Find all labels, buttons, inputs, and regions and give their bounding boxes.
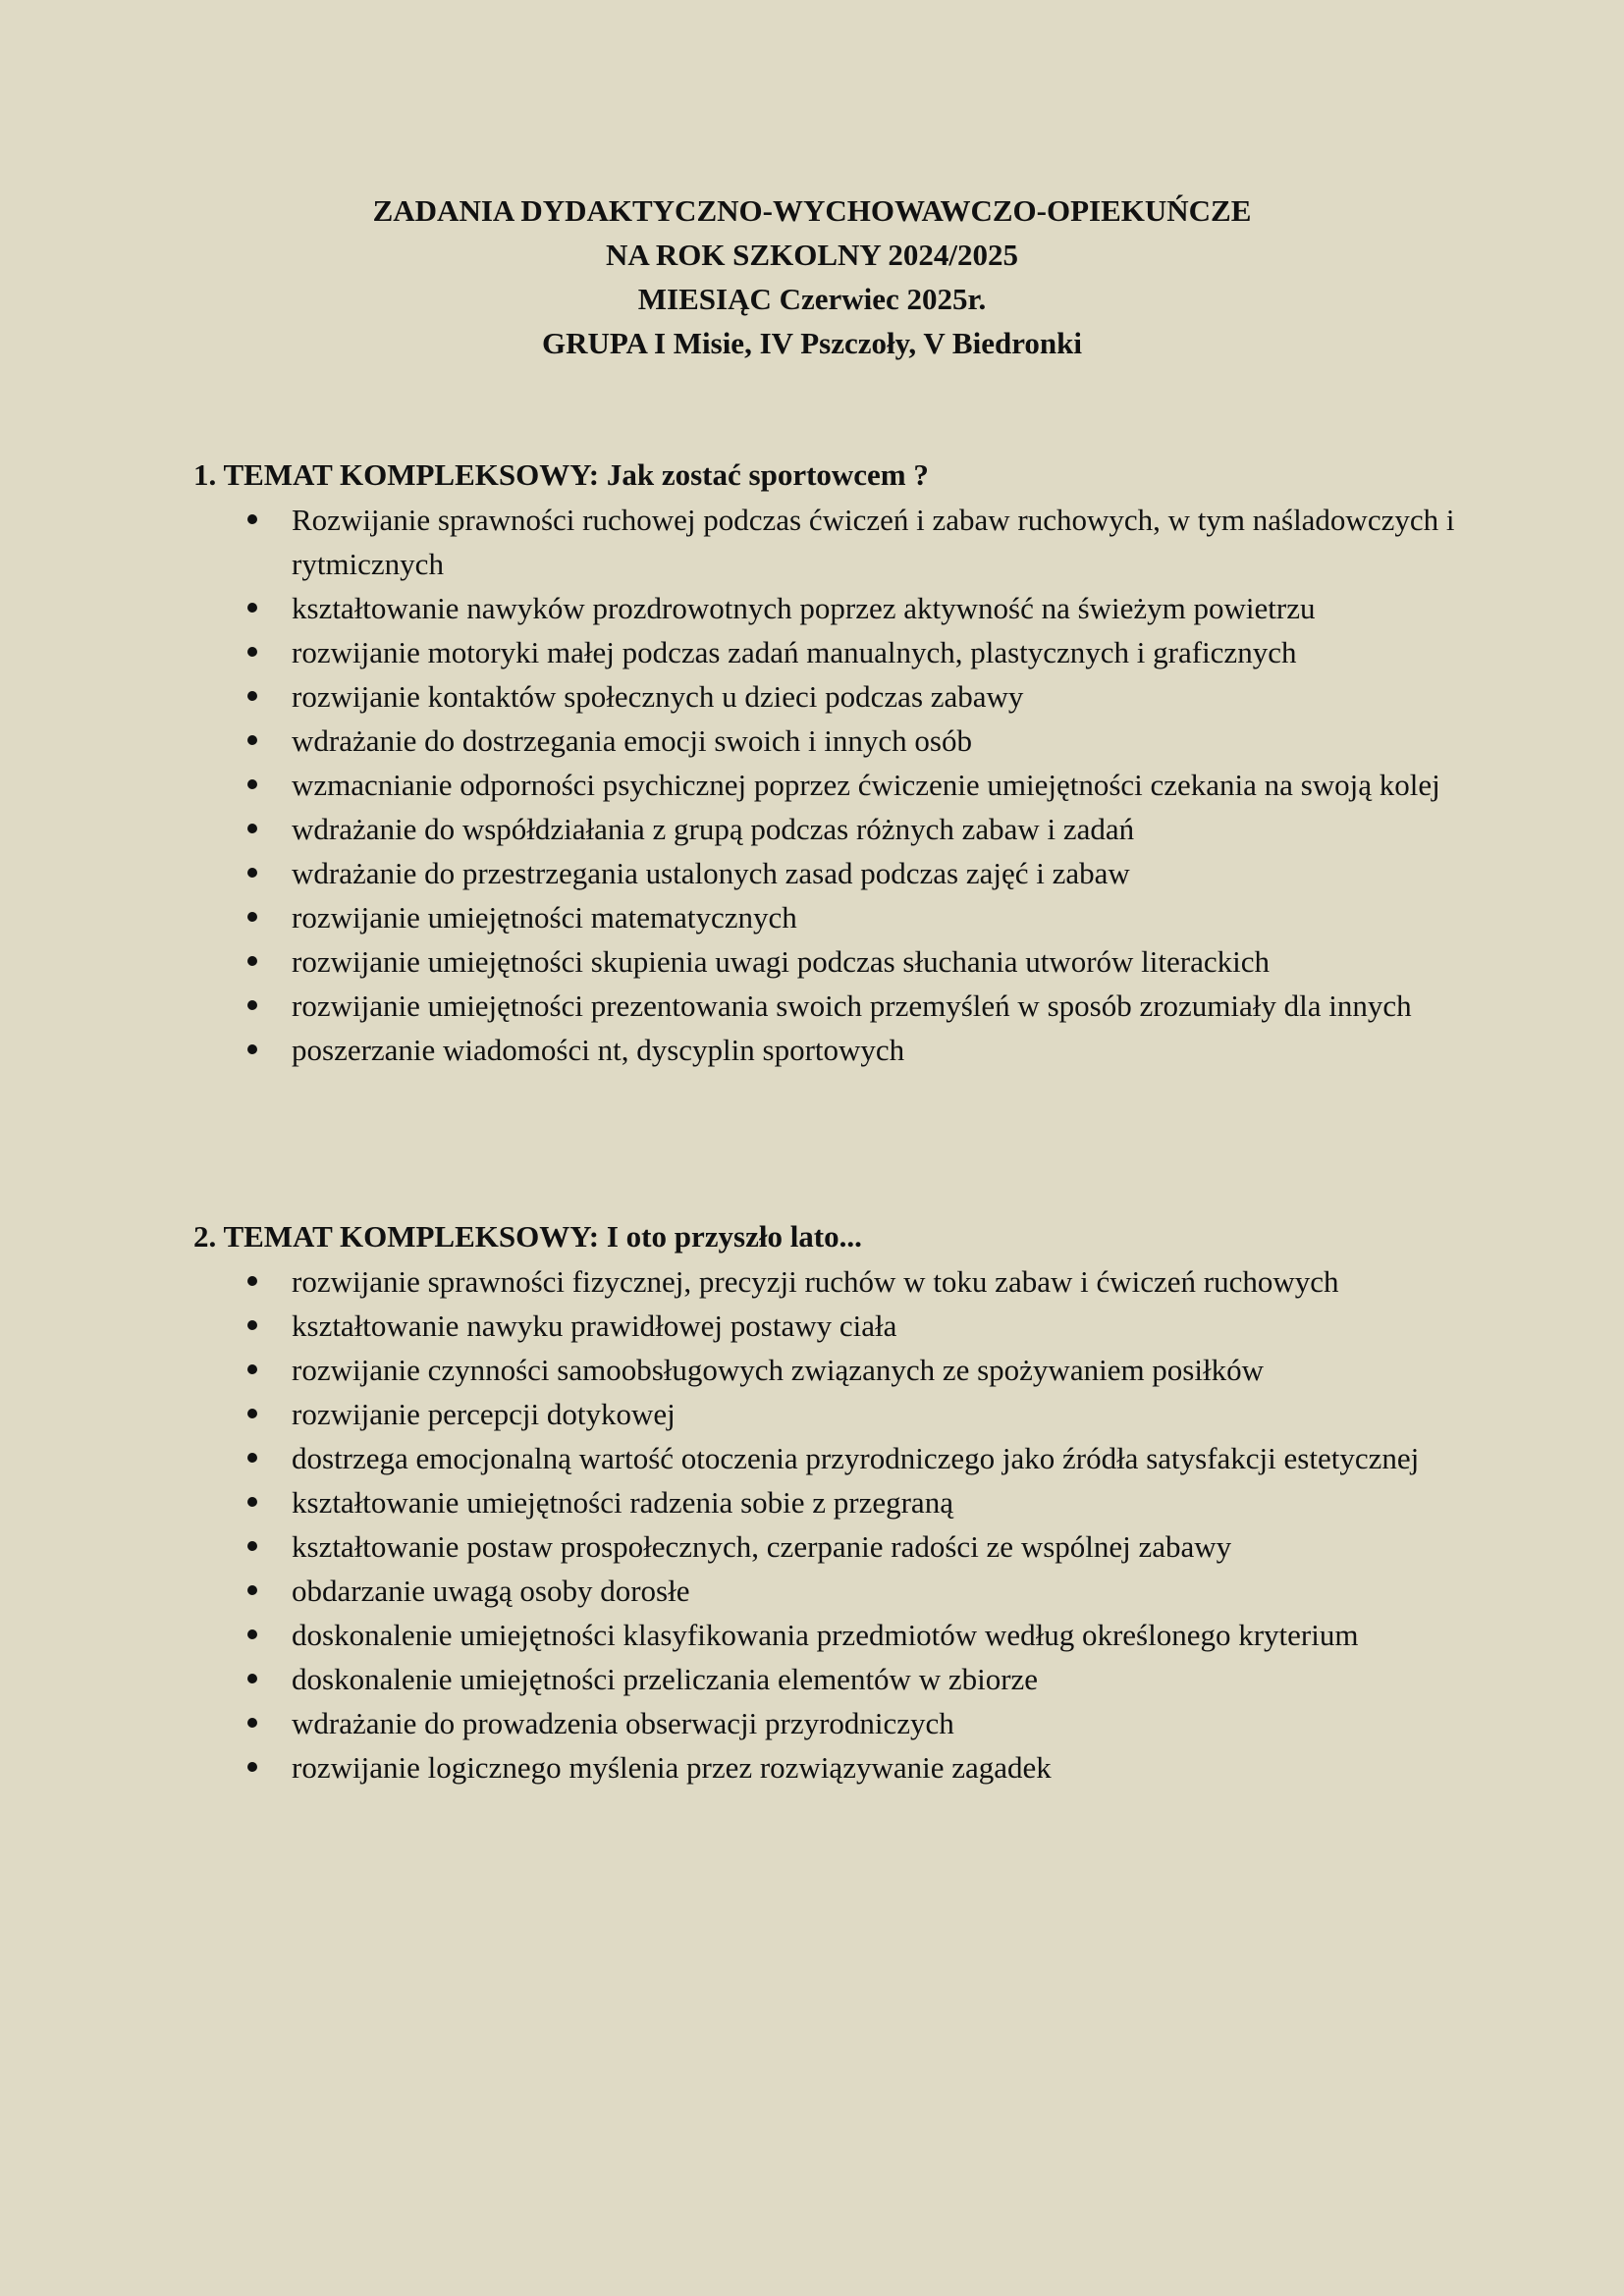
list-item	[193, 1613, 1470, 1657]
list-item-text: obdarzanie uwagą osoby dorosłe	[292, 1574, 690, 1608]
list-item-text: rozwijanie umiejętności matematycznych	[292, 900, 797, 934]
list-item	[193, 895, 1470, 939]
list-item-text: rozwijanie czynności samoobsługowych związanych ze spożywaniem posiłków	[292, 1353, 1264, 1387]
list-item	[193, 1701, 1470, 1745]
list-item-text: doskonalenie umiejętności przeliczania elementów w zbiorze	[292, 1662, 1039, 1696]
bullet-icon	[247, 1276, 257, 1286]
list-item	[193, 1304, 1470, 1348]
bullet-icon	[247, 691, 257, 701]
bullet-icon	[247, 1453, 257, 1463]
bullet-icon	[247, 1541, 257, 1551]
bullet-icon	[247, 1409, 257, 1418]
list-item-text: kształtowanie nawyków prozdrowotnych poprzez aktywność na świeżym powietrzu	[292, 591, 1316, 625]
header-title: ZADANIA DYDAKTYCZNO-WYCHOWAWCZO-OPIEKUŃCZE	[372, 193, 1252, 228]
list-item	[193, 1480, 1470, 1524]
list-item	[193, 1436, 1470, 1480]
list-item	[193, 1259, 1470, 1304]
bullet-icon	[247, 868, 257, 878]
header-groups: GRUPA I Misie, IV Pszczoły, V Biedronki	[542, 326, 1082, 360]
section-1	[193, 453, 1470, 1072]
list-item	[193, 1392, 1470, 1436]
list-item-text: doskonalenie umiejętności klasyfikowania przedmiotów według określonego kryterium	[292, 1618, 1359, 1652]
bullet-icon	[247, 1718, 257, 1728]
list-item-text: rozwijanie percepcji dotykowej	[292, 1397, 676, 1431]
bullet-icon	[247, 912, 257, 922]
list-item-text: dostrzega emocjonalną wartość otoczenia przyrodniczego jako źródła satysfakcji estetycznej	[292, 1441, 1420, 1475]
section-title: 1. TEMAT KOMPLEKSOWY: Jak zostać sportowcem ?	[193, 457, 929, 492]
list-item	[193, 1745, 1470, 1789]
bullet-icon	[247, 647, 257, 657]
list-item-text: rozwijanie motoryki małej podczas zadań manualnych, plastycznych i graficznych	[292, 635, 1297, 669]
list-item	[193, 1569, 1470, 1613]
list-item	[193, 851, 1470, 895]
list-item-text: wdrażanie do współdziałania z grupą podczas różnych zabaw i zadań	[292, 812, 1135, 846]
bullet-icon	[247, 824, 257, 833]
list-item	[193, 1028, 1470, 1072]
list-item-text: Rozwijanie sprawności ruchowej podczas ćwiczeń i zabaw ruchowych, w tym naśladowczych i rytmicznych	[292, 503, 1455, 581]
list-item	[193, 807, 1470, 851]
bullet-icon	[247, 1629, 257, 1639]
list-item-text: kształtowanie postaw prospołecznych, czerpanie radości ze wspólnej zabawy	[292, 1529, 1232, 1564]
bullet-icon	[247, 735, 257, 745]
list-item	[193, 984, 1470, 1028]
bullet-icon	[247, 514, 257, 524]
list-item	[193, 630, 1470, 674]
bullet-icon	[247, 956, 257, 966]
bullet-icon	[247, 779, 257, 789]
header-school-year: NA ROK SZKOLNY 2024/2025	[606, 238, 1018, 272]
list-item-text: rozwijanie kontaktów społecznych u dzieci podczas zabawy	[292, 679, 1024, 714]
bullet-icon	[247, 1320, 257, 1330]
list-item-text: rozwijanie umiejętności skupienia uwagi podczas słuchania utworów literackich	[292, 944, 1270, 979]
section-title: 2. TEMAT KOMPLEKSOWY: I oto przyszło lato...	[193, 1219, 862, 1254]
document-header	[0, 188, 1624, 365]
bullet-icon	[247, 1497, 257, 1507]
list-item	[193, 939, 1470, 984]
list-item-text: poszerzanie wiadomości nt, dyscyplin sportowych	[292, 1033, 905, 1067]
bullet-icon	[247, 1000, 257, 1010]
list-item-text: rozwijanie sprawności fizycznej, precyzji ruchów w toku zabaw i ćwiczeń ruchowych	[292, 1264, 1339, 1299]
section-2	[193, 1214, 1470, 1789]
list-item	[193, 1348, 1470, 1392]
list-item	[193, 586, 1470, 630]
list-item-text: rozwijanie logicznego myślenia przez rozwiązywanie zagadek	[292, 1750, 1052, 1785]
header-month: MIESIĄC Czerwiec 2025r.	[637, 282, 987, 316]
bullet-icon	[247, 1762, 257, 1772]
list-item-text: kształtowanie umiejętności radzenia sobie z przegraną	[292, 1485, 953, 1520]
task-list	[193, 498, 1470, 1072]
list-item-text: kształtowanie nawyku prawidłowej postawy ciała	[292, 1308, 897, 1343]
list-item	[193, 498, 1470, 586]
bullet-icon	[247, 1674, 257, 1683]
bullet-icon	[247, 1044, 257, 1054]
list-item	[193, 1657, 1470, 1701]
task-list	[193, 1259, 1470, 1789]
list-item	[193, 719, 1470, 763]
list-item-text: wdrażanie do dostrzegania emocji swoich i innych osób	[292, 723, 972, 758]
list-item	[193, 763, 1470, 807]
list-item-text: wdrażanie do przestrzegania ustalonych zasad podczas zajęć i zabaw	[292, 856, 1130, 890]
list-item-text: wzmacnianie odporności psychicznej poprzez ćwiczenie umiejętności czekania na swoją kolej	[292, 768, 1440, 802]
list-item-text: wdrażanie do prowadzenia obserwacji przyrodniczych	[292, 1706, 954, 1740]
bullet-icon	[247, 603, 257, 613]
list-item	[193, 674, 1470, 719]
bullet-icon	[247, 1585, 257, 1595]
bullet-icon	[247, 1364, 257, 1374]
list-item	[193, 1524, 1470, 1569]
list-item-text: rozwijanie umiejętności prezentowania swoich przemyśleń w sposób zrozumiały dla innych	[292, 988, 1412, 1023]
